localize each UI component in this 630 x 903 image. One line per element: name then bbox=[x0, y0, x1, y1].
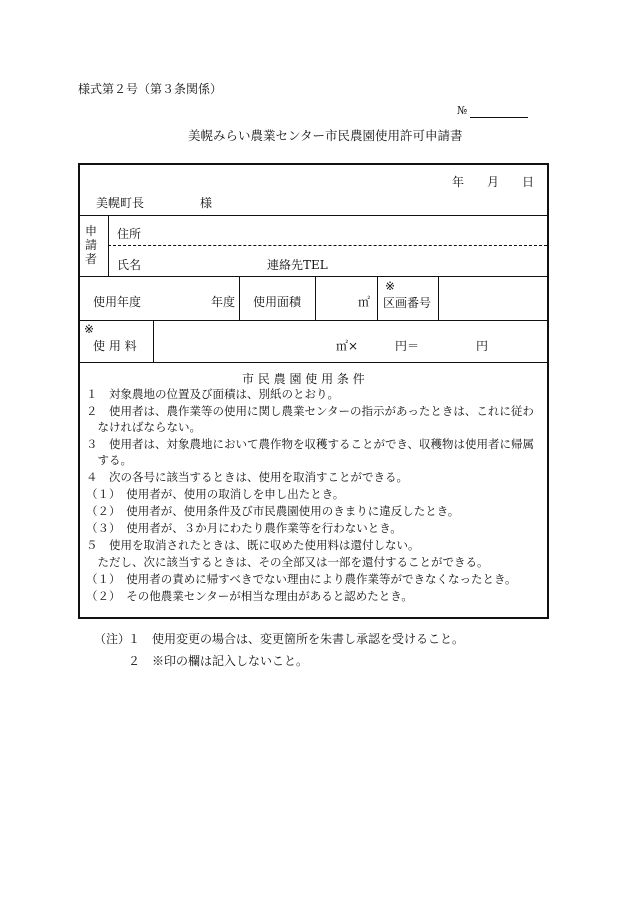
addressee: 美幌町長 bbox=[96, 196, 145, 210]
vline-usage-1 bbox=[239, 277, 240, 320]
applicant-label: 申請者 bbox=[84, 224, 97, 266]
line-after-usage bbox=[80, 320, 547, 321]
condition-line: ただし、次に該当するときは、その全部又は一部を還付することができる。 bbox=[86, 555, 489, 569]
vline-usage-3 bbox=[377, 277, 378, 320]
vline-fee bbox=[153, 321, 154, 362]
usage-year-suffix: 年度 bbox=[211, 295, 236, 309]
condition-line: なければならない。 bbox=[86, 420, 201, 434]
condition-line: ２ 使用者は、農作業等の使用に関し農業センターの指示があったときは、これに従わ bbox=[86, 404, 534, 418]
fee-yen-equals: 円＝ bbox=[395, 339, 420, 353]
condition-line: （３） 使用者が、３か月にわたり農作業等を行わないとき。 bbox=[86, 521, 402, 535]
form-number: 様式第２号（第３条関係） bbox=[78, 82, 223, 96]
fee-yen: 円 bbox=[476, 339, 489, 353]
vline-applicant bbox=[108, 216, 109, 276]
notes-label: （注） bbox=[94, 632, 131, 646]
condition-line: （２） その他農業センターが相当な理由があると認めたとき。 bbox=[86, 589, 413, 603]
no-label: № bbox=[457, 104, 468, 117]
line-after-applicant bbox=[80, 276, 547, 277]
line-applicant-dashed bbox=[108, 245, 547, 246]
condition-line: １ 対象農地の位置及び面積は、別紙のとおり。 bbox=[86, 387, 339, 401]
note-item: ２ ※印の欄は記入しないこと。 bbox=[128, 654, 309, 668]
condition-line: ４ 次の各号に該当するときは、使用を取消すことができる。 bbox=[86, 470, 408, 484]
fee-mark: ※ bbox=[84, 322, 95, 336]
fee-label: 使 用 料 bbox=[93, 339, 137, 353]
condition-line: する。 bbox=[86, 453, 132, 467]
conditions-title: 市 民 農 園 使 用 条 件 bbox=[242, 372, 365, 386]
no-underline bbox=[470, 117, 528, 118]
vline-usage-4 bbox=[438, 277, 439, 320]
contact-label: 連絡先TEL bbox=[267, 258, 328, 272]
fee-formula-unit: ㎡× bbox=[336, 339, 359, 353]
condition-line: （２） 使用者が、使用条件及び市民農園使用のきまりに違反したとき。 bbox=[86, 504, 460, 518]
date-month-label: 月 bbox=[487, 175, 500, 189]
date-day-label: 日 bbox=[522, 175, 535, 189]
note-item: １ 使用変更の場合は、変更箇所を朱書し承認を受けること。 bbox=[128, 632, 465, 646]
condition-line: ３ 使用者は、対象農地において農作物を収穫することができ、収穫物は使用者に帰属 bbox=[86, 437, 535, 451]
form-title: 美幌みらい農業センター市民農園使用許可申請書 bbox=[188, 128, 463, 143]
line-after-addressee bbox=[80, 215, 547, 216]
condition-line: （１） 使用者が、使用の取消しを申し出たとき。 bbox=[86, 487, 345, 501]
line-after-fee bbox=[80, 362, 547, 363]
vline-usage-2 bbox=[315, 277, 316, 320]
condition-line: ５ 使用を取消されたときは、既に収めた使用料は還付しない。 bbox=[86, 538, 420, 552]
honorific: 様 bbox=[200, 196, 213, 210]
date-year-label: 年 bbox=[452, 175, 465, 189]
name-label: 氏名 bbox=[117, 258, 142, 272]
usage-area-unit: ㎡ bbox=[358, 295, 371, 309]
usage-year-label: 使用年度 bbox=[93, 295, 142, 309]
usage-area-label: 使用面積 bbox=[253, 295, 302, 309]
plot-number-label: 区画番号 bbox=[383, 296, 432, 310]
plot-mark: ※ bbox=[385, 279, 396, 293]
address-label: 住所 bbox=[117, 227, 142, 241]
condition-line: （１） 使用者の責めに帰すべきでない理由により農作業等ができなくなったとき。 bbox=[86, 572, 517, 586]
